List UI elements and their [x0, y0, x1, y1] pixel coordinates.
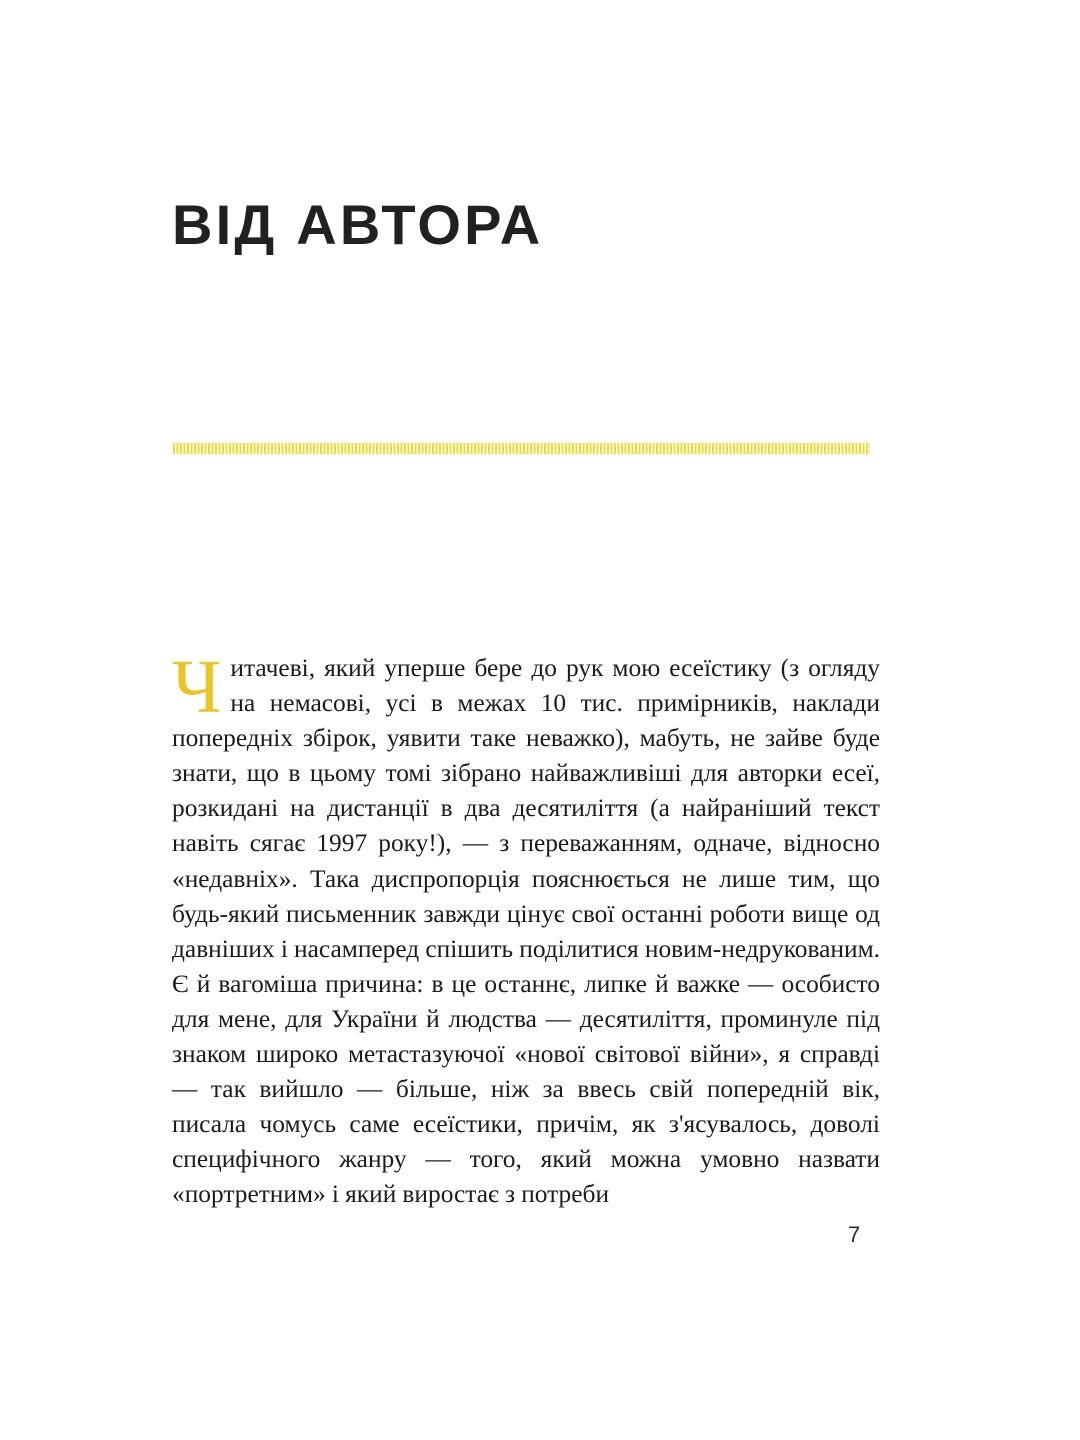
page-title: ВІД АВТОРА [172, 193, 544, 256]
decorative-divider [173, 443, 870, 454]
page-number: 7 [848, 1222, 861, 1247]
drop-cap: Ч [172, 645, 222, 729]
opening-paragraph [172, 645, 880, 1213]
paragraph-text: итачеві, який уперше бере до рук мою есеїстику (з огляду на немасові, усі в межах 10 тис. примірників, наклади попередніх збірок, уявити таке неважко), мабуть, не зайве буде знати, що в цьому томі зібрано найважливіші для авторки есеї, розкидані на дистанції в два десятиліття (а найраніший текст навіть сягає 1997 року!), — з переважанням, одначе, відносно «недавніх». Така диспропорція пояснюється не лише тим, що будь-який письменник завжди цінує свої останні роботи вище од давніших і насамперед спішить поділитися новим-недрукованим. Є й вагоміша причина: в це останнє, липке й важке — особисто для мене, для України й людства — десятиліття, проминуле під знаком широко метастазуючої «нової світової війни», я справді — так вийшло — більше, ніж за ввесь свій попередній вік, писала чомусь саме есеїстики, причім, як з'ясувалось, доволі специфічного жанру — того, який можна умовно назвати «портретним» і який виростає з потреби [172, 654, 880, 1209]
body-text-block [172, 645, 880, 1213]
